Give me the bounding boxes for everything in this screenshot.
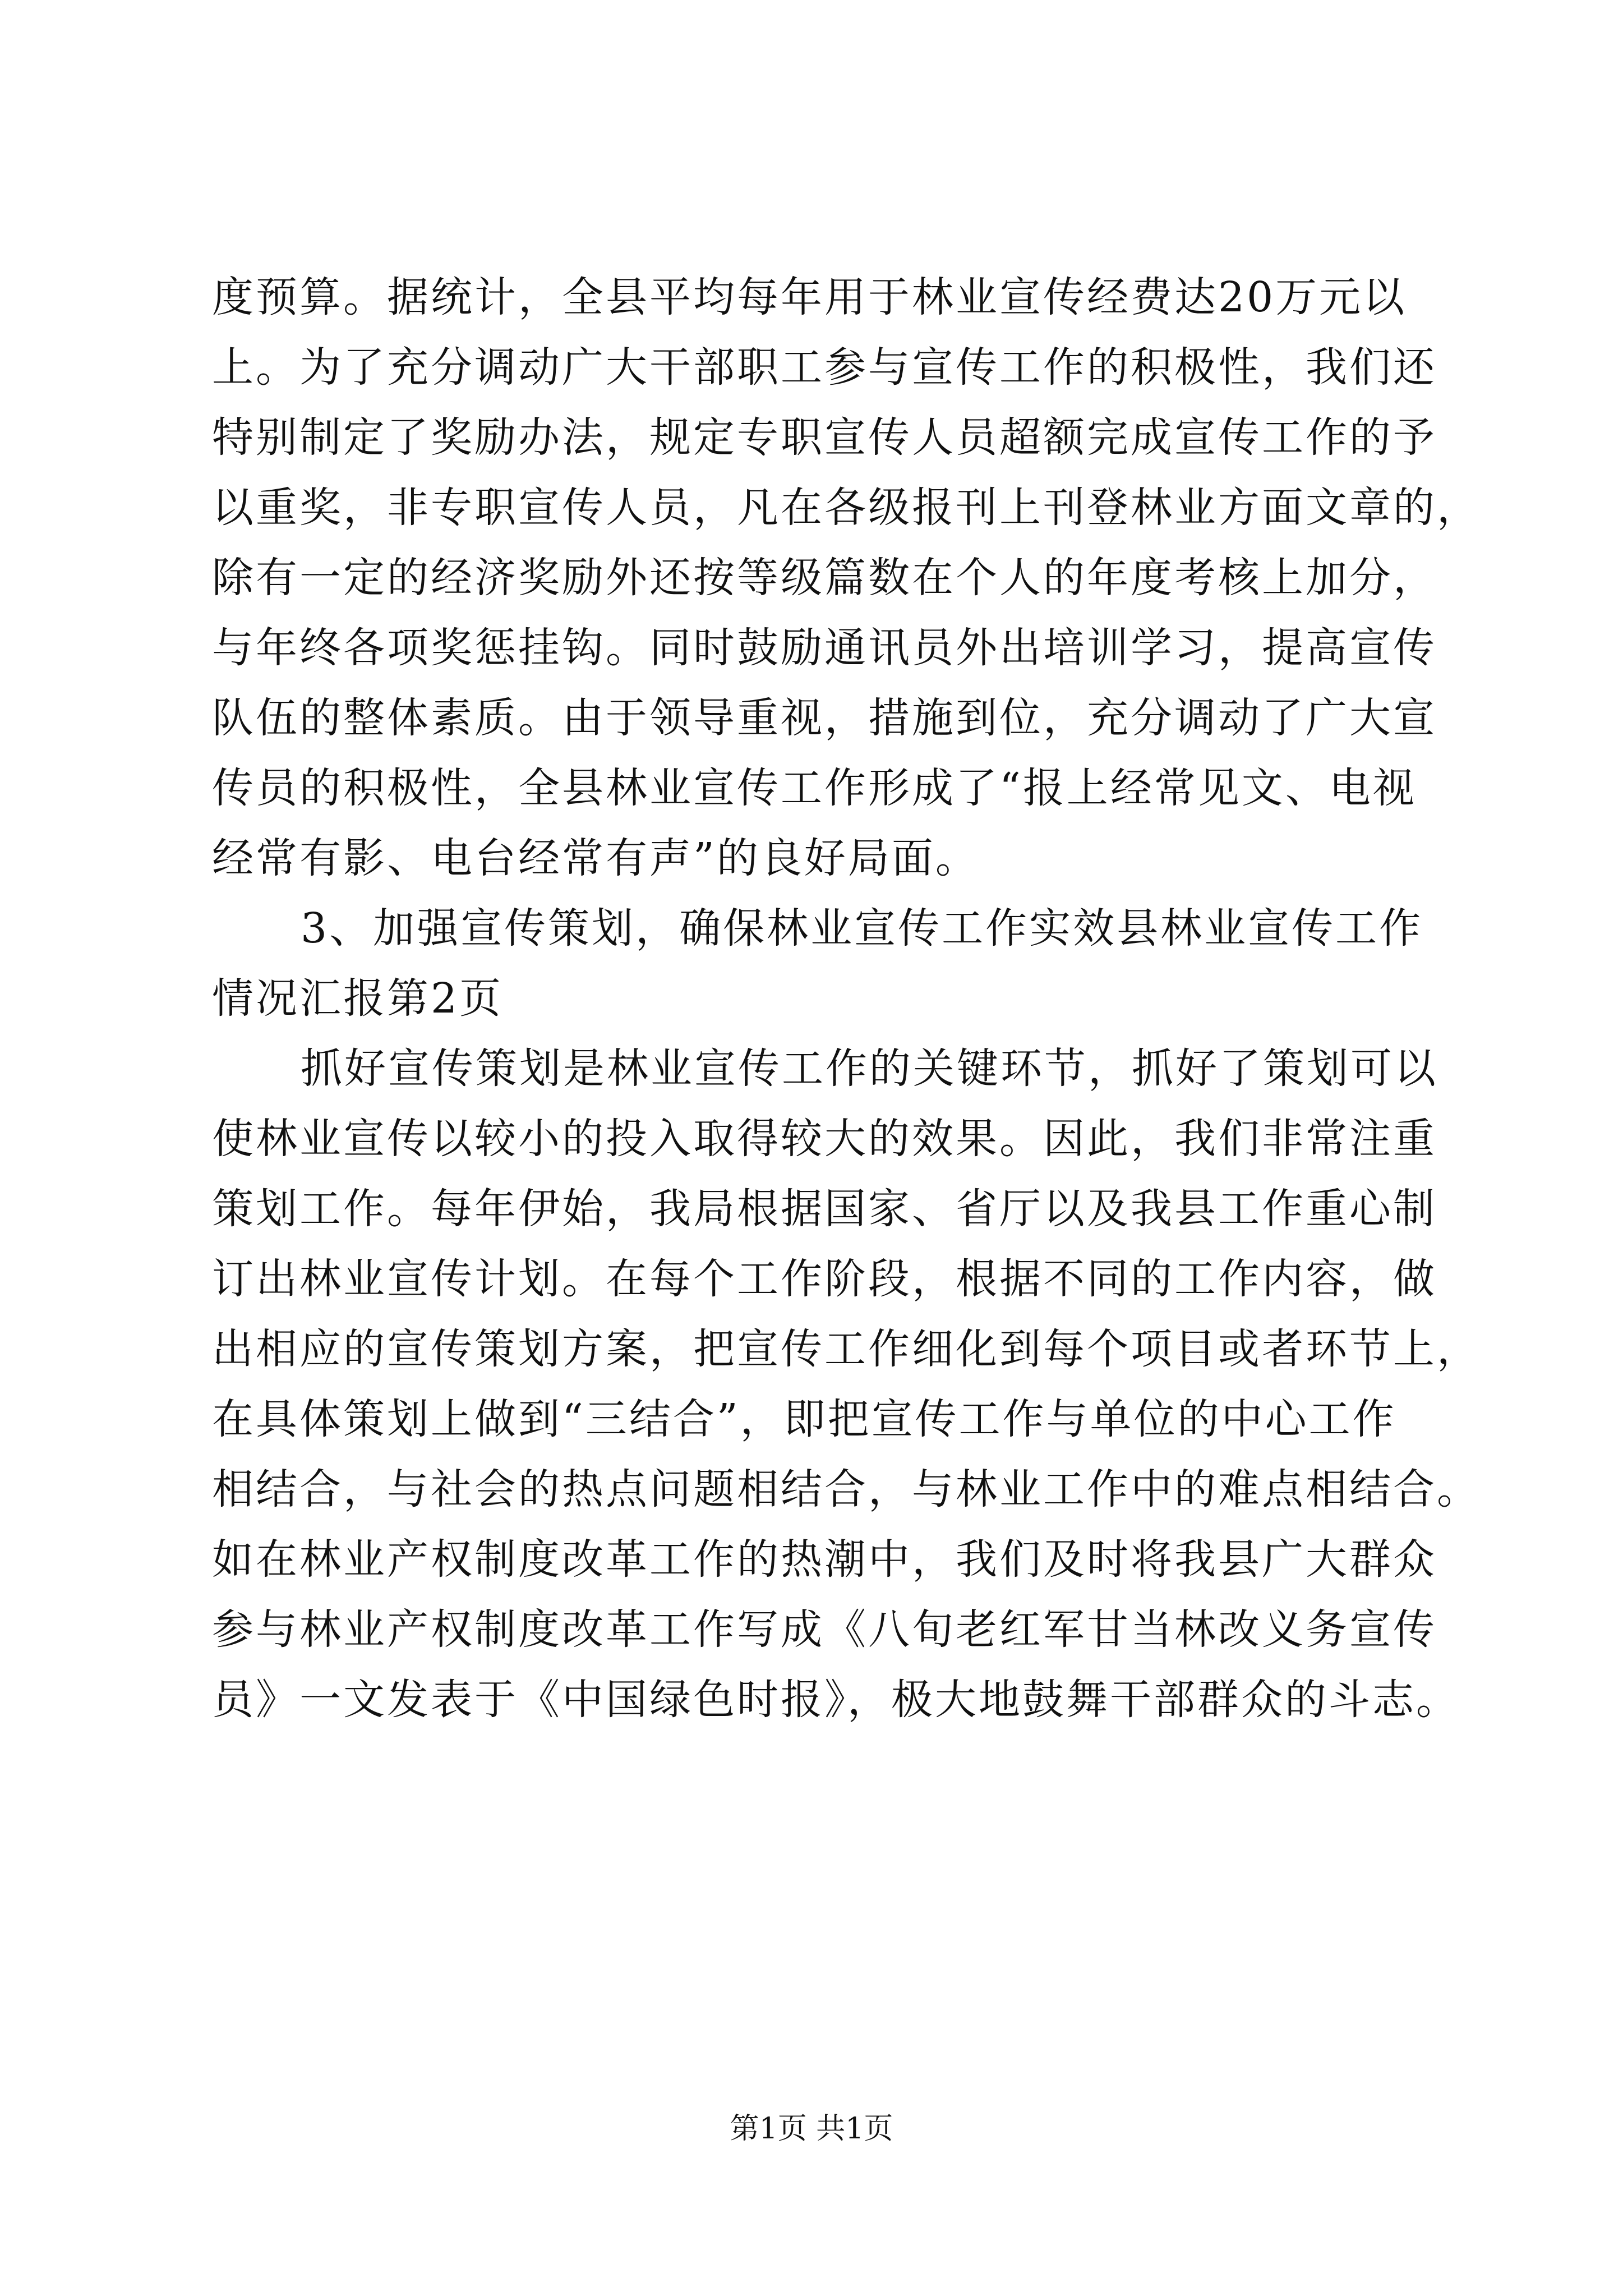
- text-line: 队伍的整体素质。由于领导重视，措施到位，充分调动了广大宣: [212, 694, 1437, 742]
- text-line: 度预算。据统计，全县平均每年用于林业宣传经费达20万元以: [212, 273, 1407, 321]
- document-body: [212, 263, 1481, 1735]
- text-line: 员》一文发表于《中国绿色时报》，极大地鼓舞干部群众的斗志。: [212, 1676, 1460, 1724]
- section-heading-line: 3、加强宣传策划，确保林业宣传工作实效县林业宣传工作: [301, 904, 1423, 953]
- text-line: 如在林业产权制度改革工作的热潮中，我们及时将我县广大群众: [212, 1535, 1437, 1584]
- text-line: 参与林业产权制度改革工作写成《八旬老红军甘当林改义务宣传: [212, 1605, 1437, 1654]
- text-line: 除有一定的经济奖励外还按等级篇数在个人的年度考核上加分，: [212, 554, 1437, 602]
- text-line: 上。为了充分调动广大干部职工参与宣传工作的积极性，我们还: [212, 343, 1437, 392]
- text-line: 订出林业宣传计划。在每个工作阶段，根据不同的工作内容，做: [212, 1255, 1437, 1303]
- text-line: 经常有影、电台经常有声”的良好局面。: [212, 834, 979, 882]
- section-heading-line: 情况汇报第2页: [212, 974, 504, 1023]
- text-line: 与年终各项奖惩挂钩。同时鼓励通讯员外出培训学习，提高宣传: [212, 624, 1437, 672]
- text-line: 策划工作。每年伊始，我局根据国家、省厅以及我县工作重心制: [212, 1185, 1437, 1233]
- text-line: 抓好宣传策划是林业宣传工作的关键环节，抓好了策划可以: [301, 1045, 1438, 1093]
- text-line: 传员的积极性，全县林业宣传工作形成了“报上经常见文、电视: [212, 764, 1417, 812]
- text-line: 出相应的宣传策划方案，把宣传工作细化到每个项目或者环节上，: [212, 1325, 1481, 1373]
- text-line: 以重奖，非专职宣传人员，凡在各级报刊上刊登林业方面文章的，: [212, 484, 1481, 532]
- text-line: 使林业宣传以较小的投入取得较大的效果。因此，我们非常注重: [212, 1115, 1437, 1163]
- text-line: 特别制定了奖励办法，规定专职宣传人员超额完成宣传工作的予: [212, 413, 1437, 462]
- text-line: 在具体策划上做到“三结合”，即把宣传工作与单位的中心工作: [212, 1395, 1396, 1443]
- page-footer: 第1页 共1页: [730, 2112, 893, 2146]
- text-line: 相结合，与社会的热点问题相结合，与林业工作中的难点相结合。: [212, 1465, 1481, 1513]
